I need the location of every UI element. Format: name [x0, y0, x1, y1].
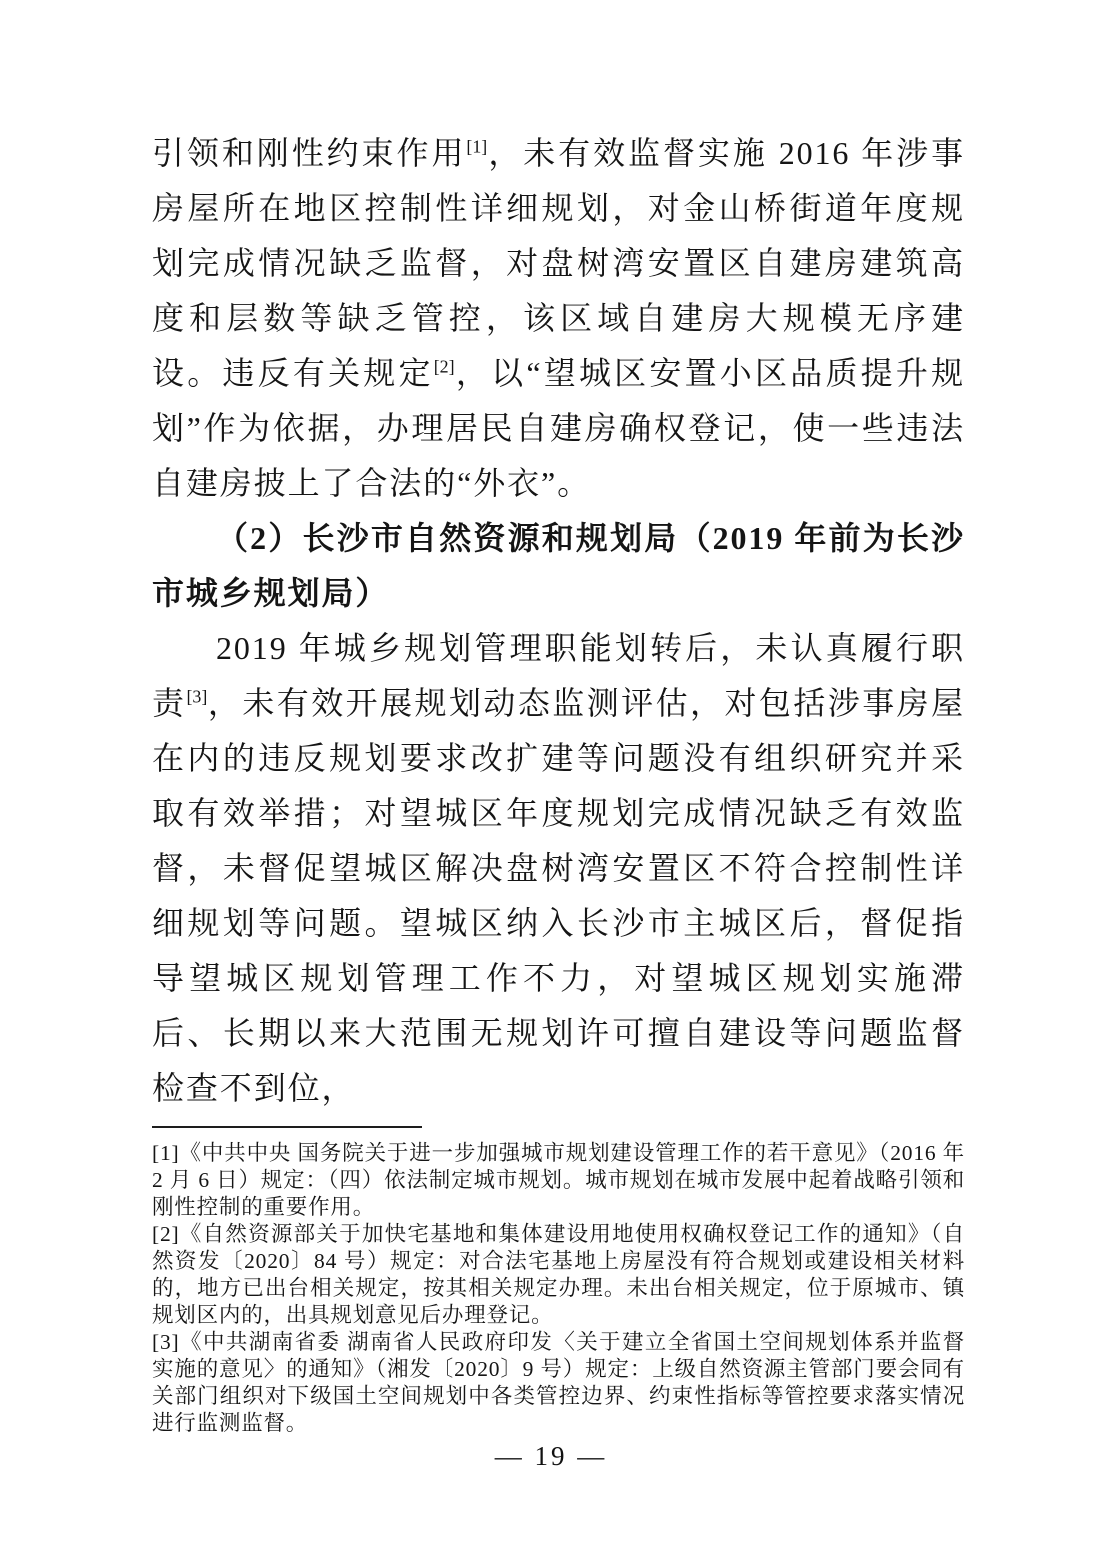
text-run: 2019 年城乡规划管理职能划转后，未认真履行职责: [152, 630, 965, 721]
body-paragraph-2: [152, 621, 965, 1116]
section-heading: （2）长沙市自然资源和规划局（2019 年前为长沙市城乡规划局）: [152, 520, 965, 611]
footnote-1: [1]《中共中央 国务院关于进一步加强城市规划建设管理工作的若干意见》（2016 年 2 月 6 日）规定：（四）依法制定城市规划。城市规划在城市发展中起着战略引领和刚性控制的重要作用。: [152, 1141, 965, 1219]
footnote-2: [2]《自然资源部关于加快宅基地和集体建设用地使用权确权登记工作的通知》（自然资发〔2020〕84 号）规定：对合法宅基地上房屋没有符合规划或建设相关材料的，地方已出台相关规定，按其相关规定办理。未出台相关规定，位于原城市、镇规划区内的，出具规划意见后办理登记。: [152, 1222, 965, 1327]
text-run: ，未有效开展规划动态监测评估，对包括涉事房屋在内的违反规划要求改扩建等问题没有组织研究并采取有效举措；对望城区年度规划完成情况缺乏有效监督，未督促望城区解决盘树湾安置区不符合控制性详细规划等问题。望城区纳入长沙市主城区后，督促指导望城区规划管理工作不力，对望城区规划实施滞后、长期以来大范围无规划许可擅自建设等问题监督检查不到位，: [152, 685, 965, 1106]
footnotes-block: [152, 1126, 965, 1437]
footnote-separator-rule: [152, 1126, 422, 1128]
footnote-ref-1: [1]: [466, 136, 488, 157]
text-run: 引领和刚性约束作用: [152, 135, 467, 171]
footnote-ref-3: [3]: [186, 686, 208, 707]
body-paragraph-1: [152, 126, 965, 511]
text-run: ，未有效监督实施 2016 年涉事房屋所在地区控制性详细规划，对金山桥街道年度规划完成情况缺乏监督，对盘树湾安置区自建房建筑高度和层数等缺乏管控，该区域自建房大规模无序建设。违反有关规定: [152, 135, 965, 391]
page-number: — 19 —: [494, 1441, 608, 1471]
text-run: ，以“望城区安置小区品质提升规划”作为依据，办理居民自建房确权登记，使一些违法自建房披上了合法的“外衣”。: [152, 355, 965, 501]
body-text-block: [152, 126, 965, 1116]
footnote-ref-2: [2]: [433, 356, 455, 377]
footnote-3: [3]《中共湖南省委 湖南省人民政府印发〈关于建立全省国土空间规划体系并监督实施的意见〉的通知》（湘发〔2020〕9 号）规定：上级自然资源主管部门要会同有关部门组织对下级国土空间规划中各类管控边界、约束性指标等管控要求落实情况进行监测监督。: [152, 1330, 965, 1435]
